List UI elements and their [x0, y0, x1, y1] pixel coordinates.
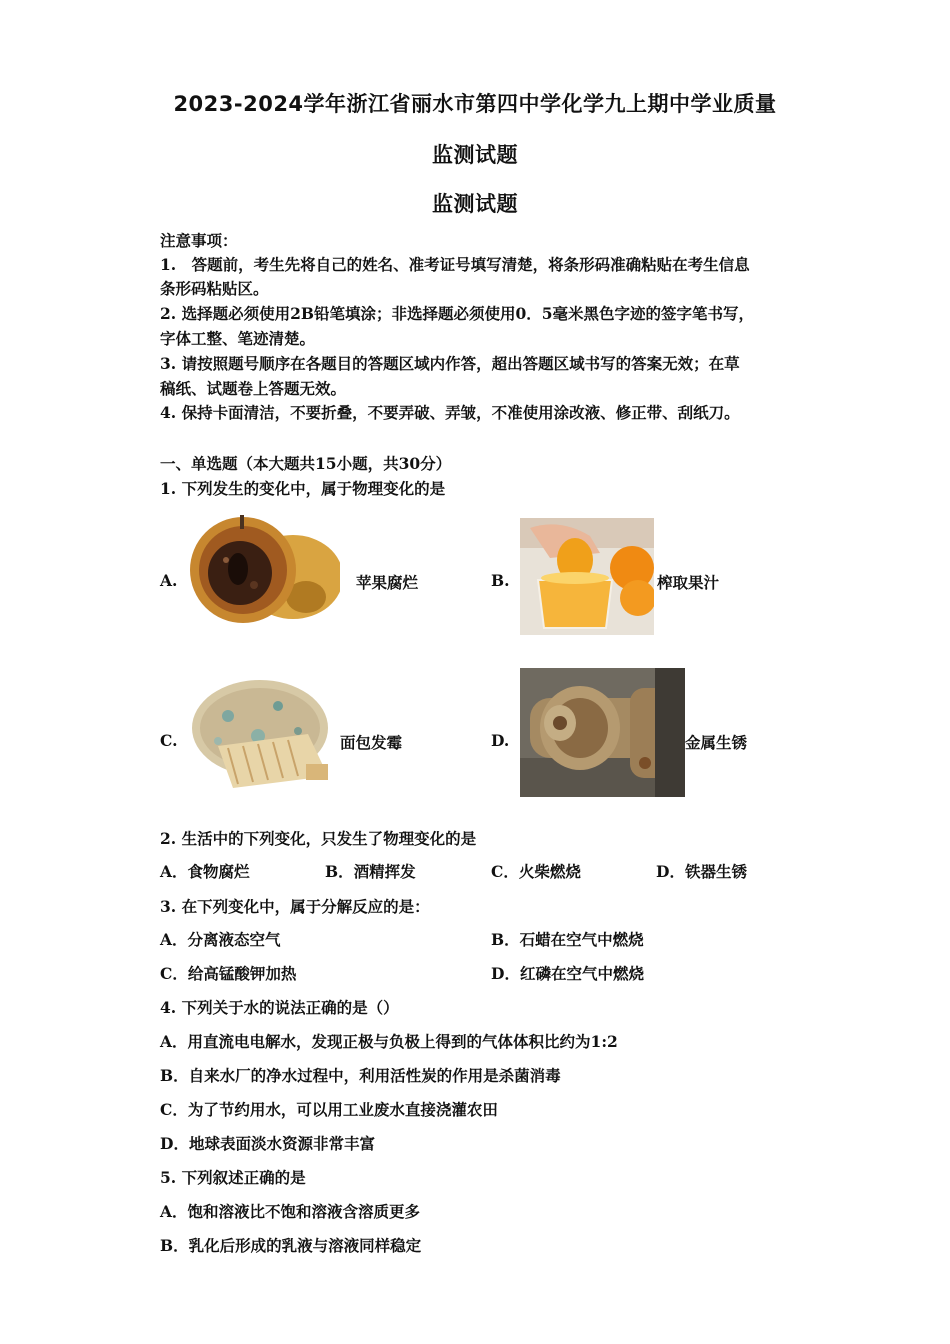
q1-option-b-letter: B. — [491, 571, 510, 590]
q4-option-c: C．为了节约用水，可以用工业废水直接浇灌农田 — [160, 1100, 498, 1119]
q2-option-d: D．铁器生锈 — [656, 862, 747, 881]
q2-option-a: A．食物腐烂 — [160, 862, 250, 881]
q1-option-a-caption: 苹果腐烂 — [356, 573, 419, 592]
notice-item-3: 3. 请按照题号顺序在各题目的答题区域内作答，超出答题区域书写的答案无效；在草 — [160, 354, 740, 373]
q4-option-b: B．自来水厂的净水过程中，利用活性炭的作用是杀菌消毒 — [160, 1066, 561, 1085]
question-4-stem: 4. 下列关于水的说法正确的是（） — [160, 998, 399, 1017]
question-2-stem: 2. 生活中的下列变化，只发生了物理变化的是 — [160, 829, 477, 848]
exam-subtitle: 监测试题 — [432, 192, 518, 216]
notice-item-2: 2. 选择题必须使用2B铅笔填涂；非选择题必须使用0．5毫米黑色字迹的签字笔书写， — [160, 304, 755, 323]
q4-option-a: A．用直流电电解水，发现正极与负极上得到的气体体积比约为1:2 — [160, 1032, 618, 1051]
q1-option-b-caption: 榨取果汁 — [657, 573, 720, 592]
notice-item-3-cont: 稿纸、试题卷上答题无效。 — [160, 379, 347, 398]
question-3-stem: 3. 在下列变化中，属于分解反应的是： — [160, 897, 430, 916]
q5-option-a: A．饱和溶液比不饱和溶液含溶质更多 — [160, 1202, 421, 1221]
moldy-bread-image — [188, 676, 333, 796]
q1-option-d-caption: 金属生锈 — [685, 733, 748, 752]
exam-title-line2: 监测试题 — [432, 143, 518, 167]
juicing-orange-image — [520, 518, 654, 635]
question-1-stem: 1. 下列发生的变化中，属于物理变化的是 — [160, 479, 446, 498]
q3-option-a: A．分离液态空气 — [160, 930, 281, 949]
exam-title-line1: 2023-2024学年浙江省丽水市第四中学化学九上期中学业质量 — [173, 92, 777, 116]
q3-option-b: B．石蜡在空气中燃烧 — [491, 930, 644, 949]
q2-option-b: B．酒精挥发 — [325, 862, 416, 881]
notice-item-2-cont: 字体工整、笔迹清楚。 — [160, 329, 316, 348]
q1-option-c-caption: 面包发霉 — [340, 733, 403, 752]
q3-option-d: D．红磷在空气中燃烧 — [491, 964, 644, 983]
notice-item-1: 1. 答题前，考生先将自己的姓名、准考证号填写清楚，将条形码准确粘贴在考生信息 — [160, 255, 750, 274]
notice-heading: 注意事项： — [160, 231, 238, 250]
q1-option-d-letter: D. — [491, 731, 510, 750]
q3-option-c: C．给高锰酸钾加热 — [160, 964, 297, 983]
section-heading: 一、单选题（本大题共15小题，共30分） — [160, 454, 452, 473]
rusty-metal-image — [520, 668, 685, 797]
rotten-apple-image — [188, 515, 340, 627]
q1-option-c-letter: C. — [160, 731, 178, 750]
q1-option-a-letter: A. — [160, 571, 178, 590]
notice-item-1-cont: 条形码粘贴区。 — [160, 279, 269, 298]
question-5-stem: 5. 下列叙述正确的是 — [160, 1168, 306, 1187]
q4-option-d: D．地球表面淡水资源非常丰富 — [160, 1134, 375, 1153]
q5-option-b: B．乳化后形成的乳液与溶液同样稳定 — [160, 1236, 422, 1255]
notice-item-4: 4. 保持卡面清洁，不要折叠，不要弄破、弄皱，不准使用涂改液、修正带、刮纸刀。 — [160, 403, 740, 422]
q2-option-c: C．火柴燃烧 — [491, 862, 581, 881]
